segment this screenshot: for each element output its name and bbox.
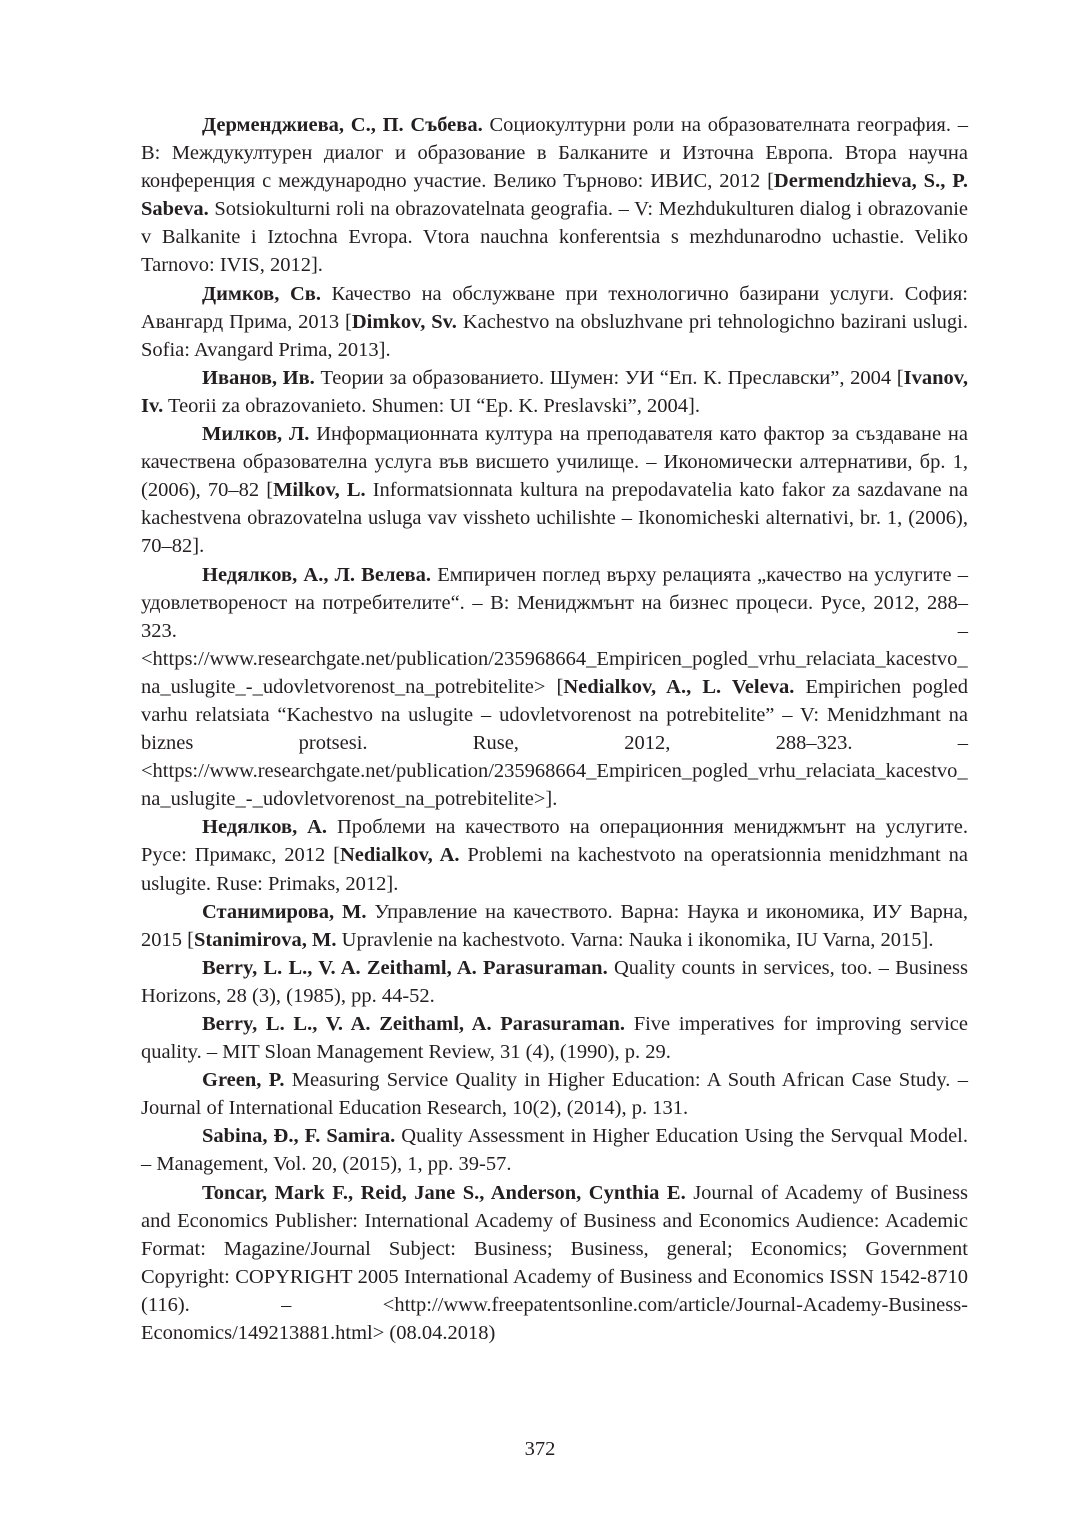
reference-text: Проблеми на качеството на операционния мениджмънт на услугите. Русе: Примакс, 2012 [ [141, 816, 968, 867]
reference-text: Управление на качеството. Варна: Наука и икономика, ИУ Варна, 2015 [ [141, 900, 968, 951]
reference-author: Toncar, Mark F., Reid, Jane S., Anderson, Cynthia E. [202, 1181, 686, 1204]
reference-translit-author: Dermendzhieva, S., P. Sabeva. [141, 170, 968, 221]
reference-text: Емпиричен поглед върху релацията „качество на услугите – удовлетвореност на потребителите“. – В: Мениджмънт на бизнес процеси. Русе, 2012, 288–323. – <https://www.researchgate.net/publication/235968664_Empiricen_pogled_vrhu_relaciata_kacestvo_na_uslugite_-_udovletvorenost_na_potrebitelite> [ [141, 563, 968, 698]
reference-author: Димков, Св. [202, 282, 321, 305]
reference-entry [141, 898, 968, 954]
reference-translit-text: Problemi na kachestvoto na operatsionnia menidzhmant na uslugite. Ruse: Primaks, 2012]. [141, 844, 968, 895]
reference-text: Five imperatives for improving service quality. – MIT Sloan Management Review, 31 (4), (1990), p. 29. [141, 1013, 968, 1064]
reference-entry [141, 813, 968, 897]
reference-author: Станимирова, М. [202, 900, 367, 923]
reference-translit-text: Teorii za obrazovanieto. Shumen: UI “Ep. K. Preslavski”, 2004]. [163, 394, 700, 417]
reference-text: Качество на обслужване при технологично базирани услуги. София: Авангард Прима, 2013 [ [141, 282, 969, 333]
reference-text: Journal of Academy of Business and Economics Publisher: International Academy of Business and Economics Audience: Academic Format: Magazine/Journal Subject: Business; Business, general; Economics; Government Copyright: COPYRIGHT 2005 International Academy of Business and Economics ISSN 1542-8710 (116). – <http://www.freepatentsonline.com/article/Journal-Academy-Business-Economics/149213881.html> (08.04.2018) [141, 1181, 968, 1345]
reference-translit-text: Empirichen pogled varhu relatsiata “Kachestvo na uslugite – udovletvorenost na potrebitelite” – V: Menidzhmant na biznes protsesi. Ruse, 2012, 288–323. – <https://www.researchgate.net/publication/235968664_Empiricen_pogled_vrhu_relaciata_kacestvo_na_uslugite_-_udovletvorenost_na_potrebitelite>]. [141, 675, 968, 811]
page-number: 372 [524, 1438, 556, 1460]
reference-author: Дерменджиева, С., П. Събева. [202, 114, 483, 136]
references-list [141, 111, 968, 1347]
reference-text: Measuring Service Quality in Higher Education: A South African Case Study. – Journal of International Education Research, 10(2), (2014), p. 131. [141, 1069, 968, 1120]
reference-translit-author: Milkov, L. [273, 479, 366, 502]
reference-author: Sabina, Đ., F. Samira. [202, 1125, 396, 1148]
reference-author: Милков, Л. [202, 423, 310, 446]
reference-entry [141, 280, 968, 364]
reference-entry [141, 364, 968, 420]
reference-translit-text: Upravlenie na kachestvoto. Varna: Nauka i ikonomika, IU Varna, 2015]. [336, 928, 934, 951]
reference-translit-author: Stanimirova, M. [193, 928, 337, 951]
reference-entry [141, 111, 968, 280]
reference-author: Berry, L. L., V. A. Zeithaml, A. Parasuraman. [202, 956, 608, 979]
reference-author: Иванов, Ив. [202, 366, 315, 389]
reference-author: Недялков, А., Л. Велева. [202, 563, 432, 586]
reference-text: Информационната култура на преподавателя като фактор за създаване на качествена образователна услуга във висшето училище. – Икономически алтернативи, бр. 1, (2006), 70–82 [ [141, 423, 968, 502]
reference-text: Теории за образованието. Шумен: УИ “Еп. К. Преславски”, 2004 [ [314, 366, 904, 389]
reference-translit-author: Dimkov, Sv. [351, 310, 457, 333]
reference-entry [141, 561, 968, 814]
reference-translit-author: Nedialkov, A. [339, 844, 460, 867]
reference-entry [141, 1010, 968, 1066]
reference-author: Green, P. [202, 1069, 285, 1092]
reference-translit-text: Informatsionnata kultura na prepodavatelia kato fakor za sazdavane na kachestvena obrazovatelna usluga vav vissheto uchilishte – Ikonomicheski alternativi, br. 1, (2006), 70–82]. [141, 479, 968, 558]
reference-text: Quality counts in services, too. – Business Horizons, 28 (3), (1985), pp. 44-52. [141, 956, 968, 1007]
reference-author: Berry, L. L., V. A. Zeithaml, A. Parasuraman. [202, 1013, 625, 1035]
reference-text: Quality Assessment in Higher Education Using the Servqual Model. – Management, Vol. 20, (2015), 1, pp. 39-57. [141, 1125, 968, 1176]
reference-entry [141, 1066, 968, 1122]
reference-translit-author: Nedialkov, A., L. Veleva. [563, 675, 795, 698]
reference-author: Недялков, А. [202, 816, 328, 839]
reference-entry [141, 1122, 968, 1178]
reference-translit-text: Sotsiokulturni roli na obrazovatelnata geografia. – V: Mezhdukulturen dialog i obrazovanie v Balkanite i Iztochna Evropa. Vtora nauchna konferentsia s mezhdunarodno uchastie. Veliko Tarnovo: IVIS, 2012]. [141, 198, 968, 277]
reference-entry [141, 1179, 968, 1348]
reference-text: Социокултурни роли на образователната география. – В: Междукултурен диалог и образование в Балканите и Източна Европа. Втора научна конференция с международно участие. Велико Търново: ИВИС, 2012 [ [141, 114, 968, 193]
reference-translit-author: Ivanov, Iv. [141, 366, 969, 417]
reference-entry [141, 420, 968, 560]
reference-entry [141, 954, 968, 1010]
reference-translit-text: Kachestvo na obsluzhvane pri tehnologichno bazirani uslugi. Sofia: Avangard Prima, 2013]. [141, 310, 969, 361]
